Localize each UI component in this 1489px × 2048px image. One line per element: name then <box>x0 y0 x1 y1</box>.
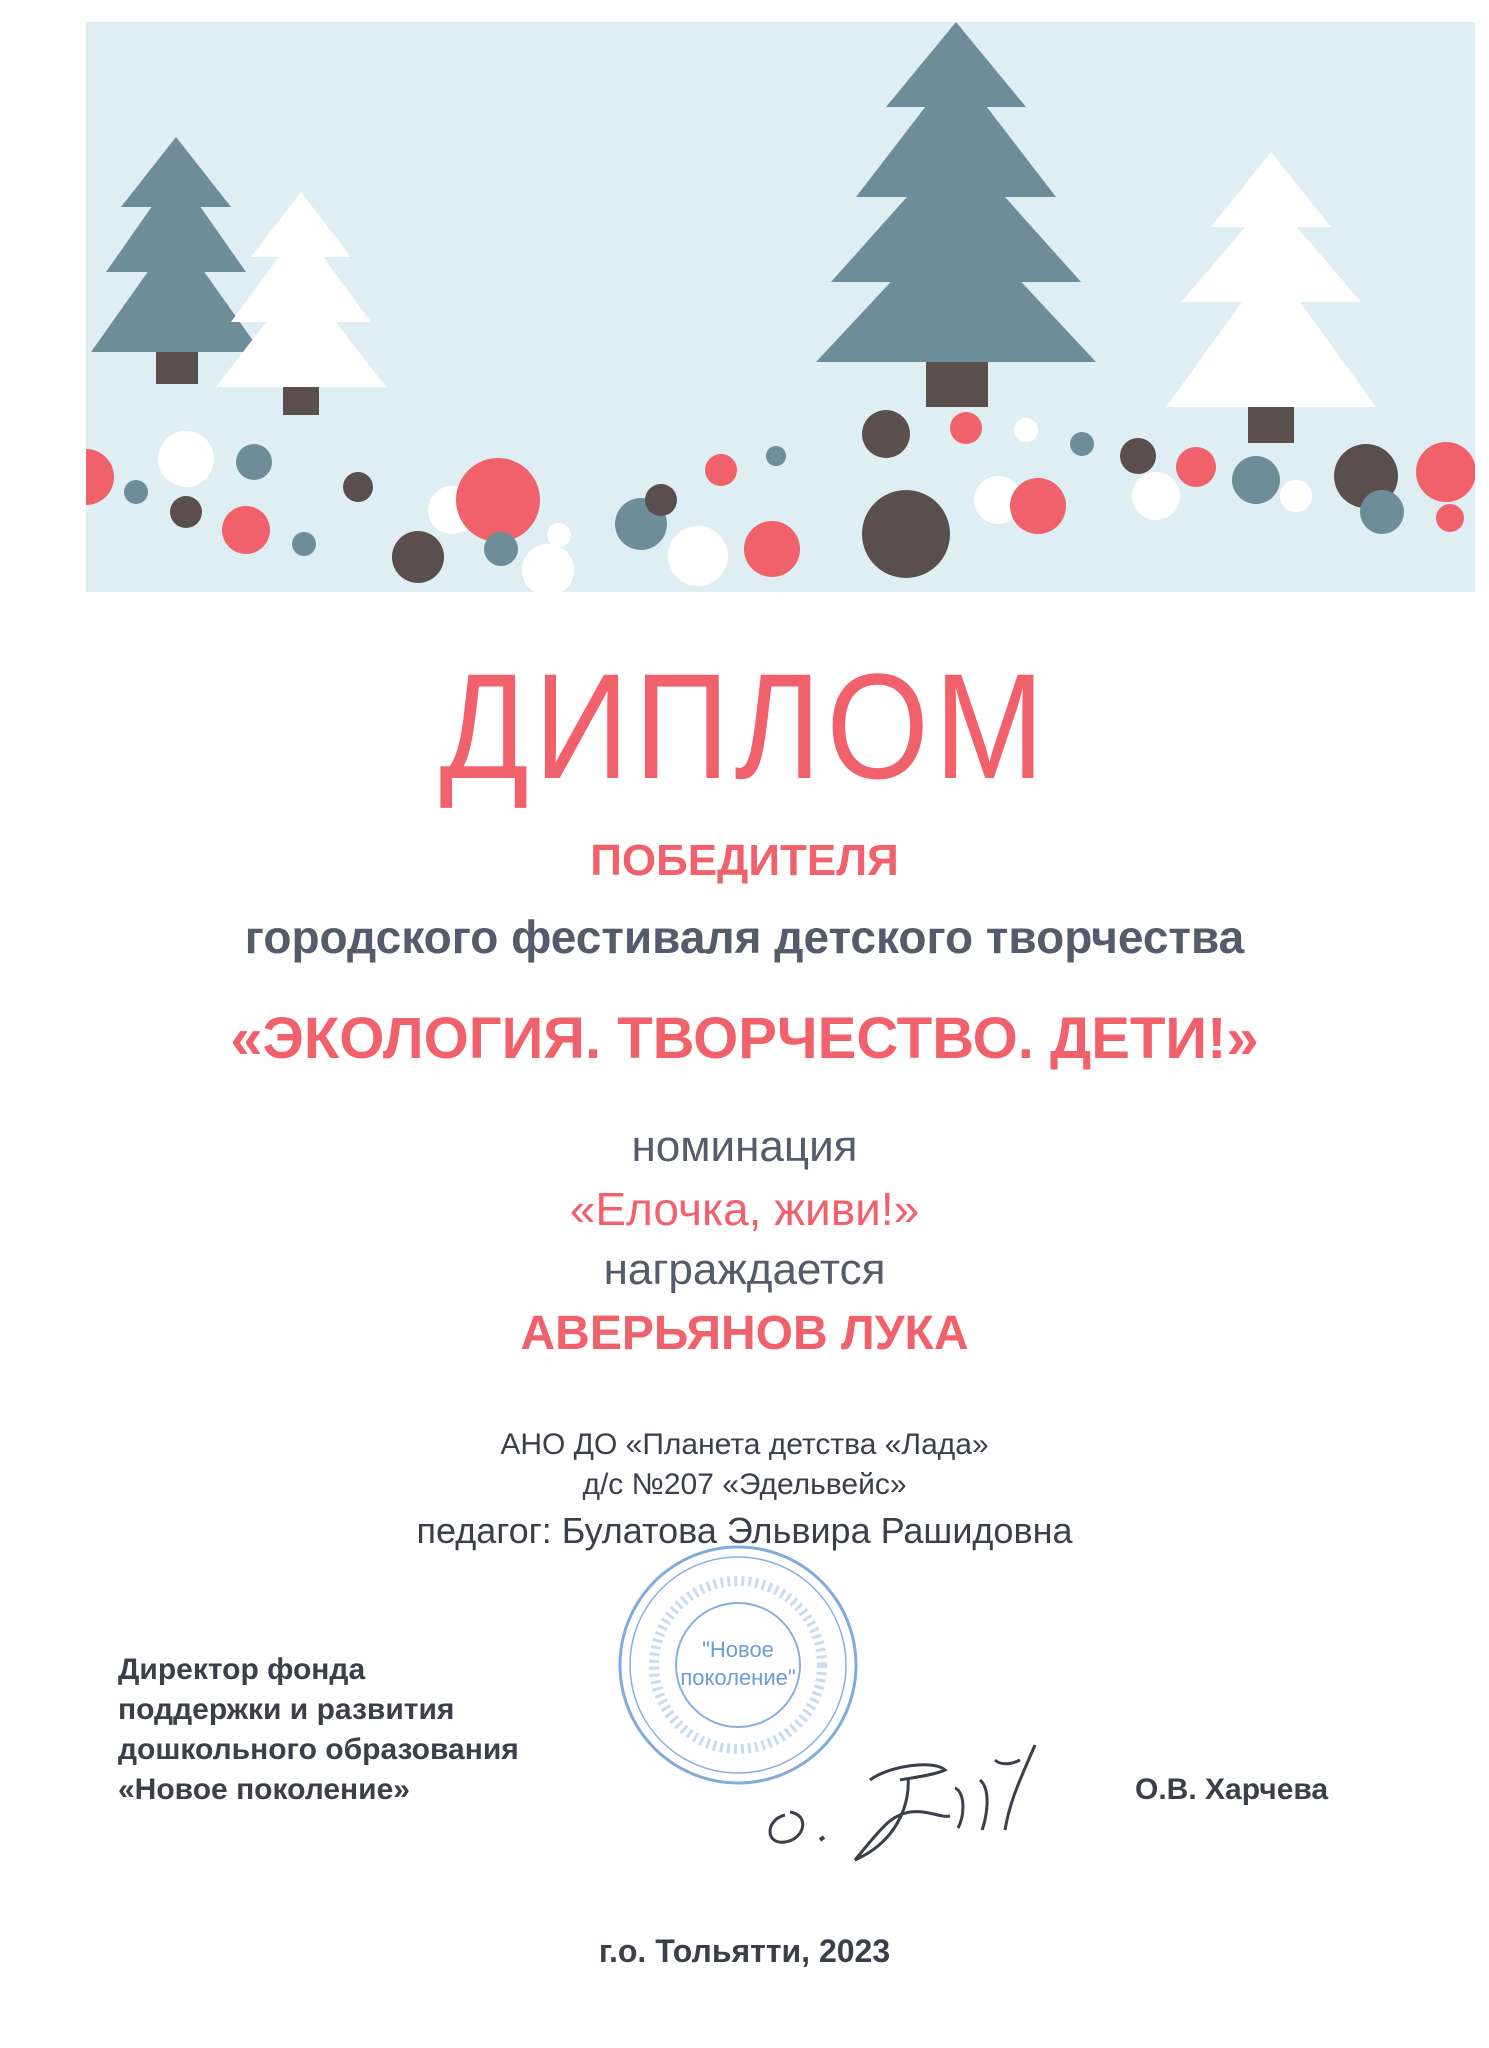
nomination-name: «Елочка, живи!» <box>569 1183 920 1235</box>
awardee-name: АВЕРЬЯНОВ ЛУКА <box>520 1307 969 1360</box>
tree-white-right <box>1166 152 1376 443</box>
signatory-name: О.В. Харчева <box>1135 1773 1329 1806</box>
diploma-title: ДИПЛОМ <box>439 642 1050 810</box>
organization-line-1: АНО ДО «Планета детства «Лада» <box>500 1428 989 1461</box>
tree-blue-center <box>816 22 1096 407</box>
director-line-3: дошкольного образования <box>118 1733 519 1766</box>
trees-and-dots-illustration <box>86 22 1475 592</box>
tree-white-left <box>216 192 386 415</box>
nomination-label: номинация <box>631 1122 858 1171</box>
handwritten-signature <box>760 1720 1090 1875</box>
organization-line-2: д/с №207 «Эдельвейс» <box>582 1468 907 1501</box>
teacher-line: педагог: Булатова Эльвира Рашидовна <box>416 1510 1073 1551</box>
stamp-center-line-1: "Новое <box>702 1637 774 1662</box>
festival-name: «ЭКОЛОГИЯ. ТВОРЧЕСТВО. ДЕТИ!» <box>230 1006 1259 1071</box>
diploma-subtitle: ПОБЕДИТЕЛЯ <box>590 836 899 885</box>
city-year: г.о. Тольятти, 2023 <box>598 1933 891 1969</box>
winter-banner <box>86 22 1475 592</box>
director-title <box>118 1650 519 1810</box>
awarded-label: награждается <box>603 1245 886 1294</box>
director-line-1: Директор фонда <box>118 1653 366 1686</box>
tree-blue-left <box>91 137 261 384</box>
festival-description: городского фестиваля детского творчества <box>244 911 1245 963</box>
stamp-center-line-2: поколение" <box>680 1665 796 1690</box>
director-line-4: «Новое поколение» <box>118 1773 410 1806</box>
director-line-2: поддержки и развития <box>118 1693 455 1726</box>
